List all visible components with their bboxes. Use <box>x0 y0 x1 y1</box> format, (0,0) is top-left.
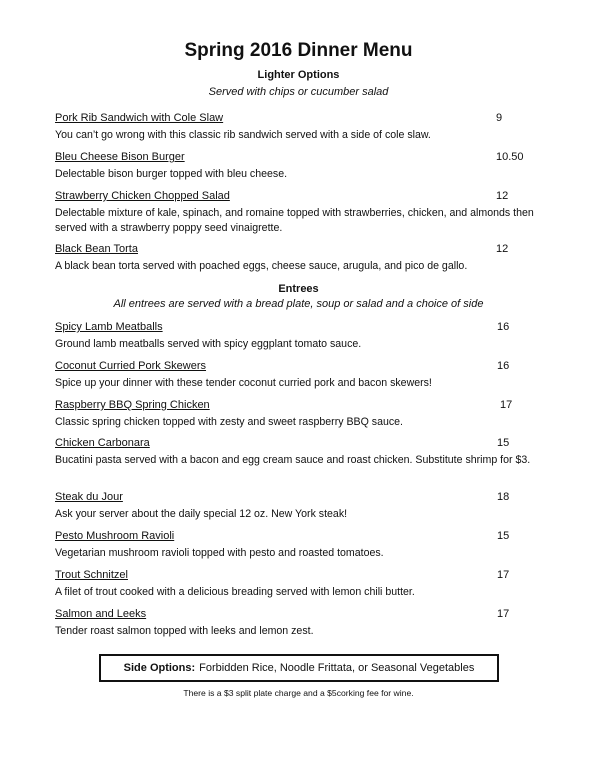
item-name: Raspberry BBQ Spring Chicken <box>55 399 210 411</box>
item-description: Ground lamb meatballs served with spicy eggplant tomato sauce. <box>55 338 362 350</box>
item-description: Vegetarian mushroom ravioli topped with pesto and roasted tomatoes. <box>55 547 384 559</box>
item-name: Bleu Cheese Bison Burger <box>55 151 185 163</box>
side-options-label: Side Options: <box>123 662 196 674</box>
item-name: Strawberry Chicken Chopped Salad <box>55 190 230 202</box>
menu-item <box>55 321 535 352</box>
lighter-options-subheading: Served with chips or cucumber salad <box>208 86 389 98</box>
menu-title: Spring 2016 Dinner Menu <box>184 40 413 61</box>
menu-item <box>55 569 535 600</box>
item-price: 12 <box>496 243 509 255</box>
item-description: Delectable mixture of kale, spinach, and romaine topped with strawberries, chicken, and almonds then served with a strawberry poppy seed vinaigrette. <box>55 207 534 234</box>
item-name: Pork Rib Sandwich with Cole Slaw <box>55 112 224 124</box>
item-price: 12 <box>496 190 509 202</box>
menu-item <box>55 190 535 235</box>
item-description: Spice up your dinner with these tender coconut curried pork and bacon skewers! <box>55 377 432 389</box>
item-description: Bucatini pasta served with a bacon and egg cream sauce and roast chicken. Substitute shrimp for $3. <box>55 454 531 466</box>
item-name: Salmon and Leeks <box>55 608 147 620</box>
side-options-text: Forbidden Rice, Noodle Frittata, or Seasonal Vegetables <box>199 662 475 674</box>
menu-item <box>55 360 535 391</box>
item-description: A filet of trout cooked with a delicious breading served with lemon chili butter. <box>55 586 415 598</box>
lighter-options-heading: Lighter Options <box>257 69 340 81</box>
menu-item <box>55 399 535 430</box>
item-description: Classic spring chicken topped with zesty and sweet raspberry BBQ sauce. <box>55 416 403 428</box>
menu-item <box>55 437 535 468</box>
footnote: There is a $3 split plate charge and a $5corking fee for wine. <box>183 688 414 698</box>
item-price: 17 <box>500 399 513 411</box>
entrees-heading: Entrees <box>278 283 319 295</box>
item-name: Trout Schnitzel <box>55 569 128 581</box>
item-name: Coconut Curried Pork Skewers <box>55 360 207 372</box>
item-name: Spicy Lamb Meatballs <box>55 321 163 333</box>
item-price: 17 <box>497 608 510 620</box>
item-price: 17 <box>497 569 510 581</box>
item-price: 15 <box>497 437 510 449</box>
menu-item <box>55 608 535 639</box>
item-description: A black bean torta served with poached eggs, cheese sauce, arugula, and pico de gallo. <box>55 260 468 272</box>
menu-item <box>55 112 535 143</box>
item-description: Delectable bison burger topped with bleu cheese. <box>55 168 288 180</box>
menu-item <box>55 151 535 182</box>
menu-item <box>55 243 535 274</box>
menu-item <box>55 530 535 561</box>
item-price: 16 <box>497 360 510 372</box>
item-name: Black Bean Torta <box>55 243 138 255</box>
item-price: 18 <box>497 491 510 503</box>
side-options-box <box>99 654 499 682</box>
item-price: 16 <box>497 321 510 333</box>
item-name: Steak du Jour <box>55 491 123 503</box>
item-name: Pesto Mushroom Ravioli <box>55 530 175 542</box>
entrees-subheading: All entrees are served with a bread plate, soup or salad and a choice of side <box>113 298 484 310</box>
item-description: You can’t go wrong with this classic rib sandwich served with a side of cole slaw. <box>55 129 431 141</box>
menu-item <box>55 491 535 522</box>
item-name: Chicken Carbonara <box>55 437 150 449</box>
item-price: 10.50 <box>496 151 524 163</box>
item-description: Ask your server about the daily special 12 oz. New York steak! <box>55 508 348 520</box>
item-price: 9 <box>496 112 503 124</box>
item-price: 15 <box>497 530 510 542</box>
item-description: Tender roast salmon topped with leeks and lemon zest. <box>55 625 314 637</box>
